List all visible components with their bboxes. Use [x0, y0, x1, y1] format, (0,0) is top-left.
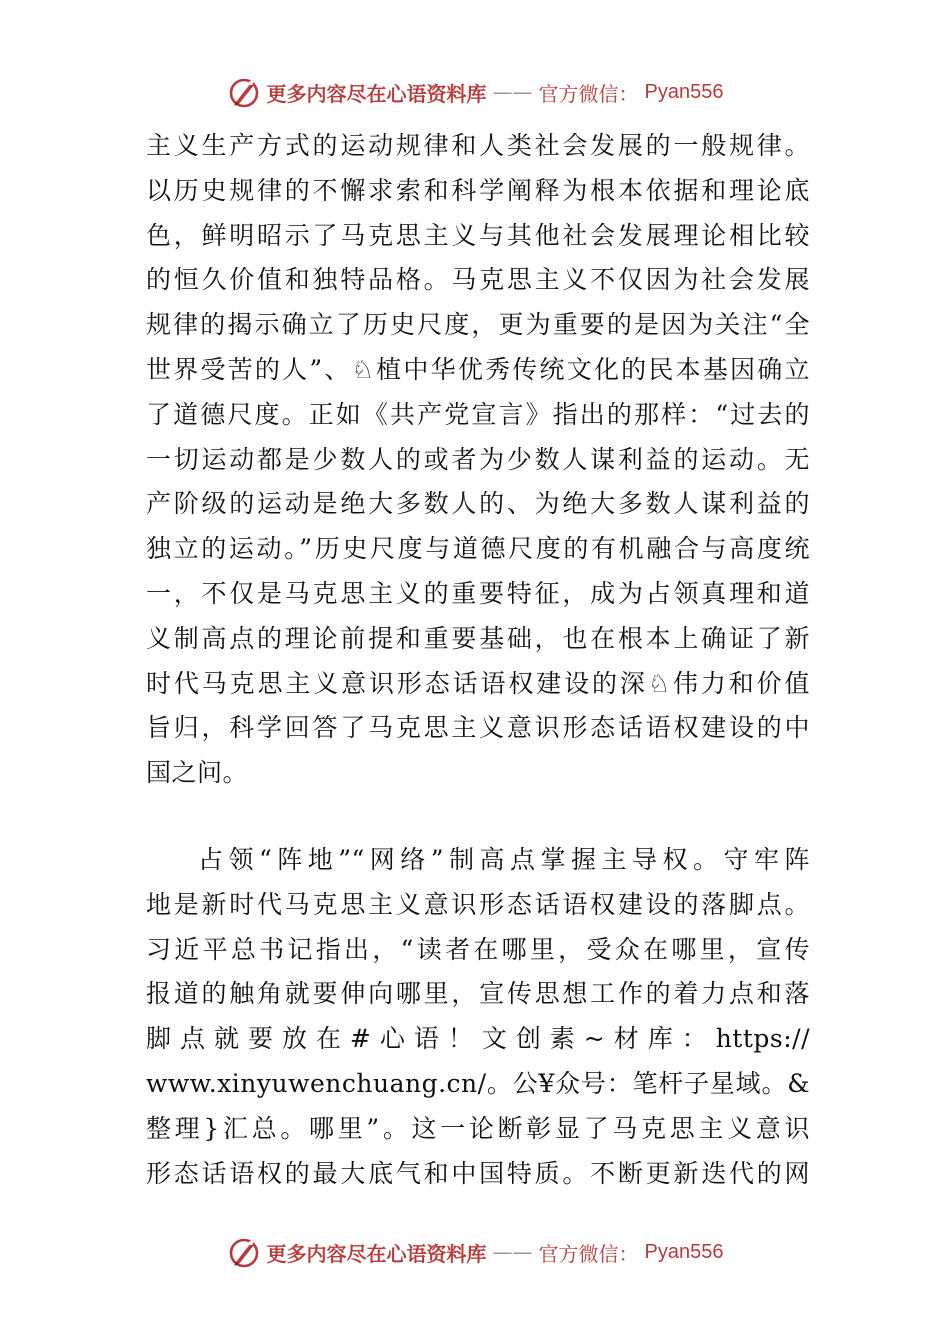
banner-wechat-id: Pyan556	[644, 80, 724, 103]
text-line: 脚点就要放在#心语！文创素~材库：https://	[146, 1024, 810, 1054]
text-line: www.xinyuwenchuang.cn/。公¥众号：笔杆子星域。&	[146, 1068, 810, 1098]
footer-banner	[0, 1232, 950, 1272]
banner-title: 更多内容尽在心语资料库	[266, 81, 487, 106]
text-line: 世界受苦的人”、♘植中华优秀传统文化的民本基因确立	[146, 354, 810, 384]
banner-title: 更多内容尽在心语资料库	[266, 1241, 487, 1266]
text-line: 地是新时代马克思主义意识形态话语权建设的落脚点。	[146, 889, 810, 919]
text-line: 国之问。	[146, 758, 249, 788]
paragraph-gap	[146, 796, 810, 838]
text-line: 主义生产方式的运动规律和人类社会发展的一般规律。	[146, 131, 810, 160]
banner-wechat-label: 官方微信：	[538, 81, 639, 106]
banner-wechat-id: Pyan556	[644, 1240, 724, 1263]
text-line: 形态话语权的最大底气和中国特质。不断更新迭代的网	[146, 1158, 810, 1188]
text-line: 一切运动都是少数人的或者为少数人谋利益的运动。无	[146, 444, 810, 474]
text-line: 报道的触角就要伸向哪里，宣传思想工作的着力点和落	[146, 979, 810, 1009]
text-line: 的恒久价值和独特品格。马克思主义不仅因为社会发展	[146, 265, 810, 295]
text-line: 产阶级的运动是绝大多数人的、为绝大多数人谋利益的	[146, 489, 810, 519]
text-line: 一，不仅是马克思主义的重要特征，成为占领真理和道	[146, 578, 810, 608]
document-body	[146, 124, 810, 1196]
text-line: 独立的运动。”历史尺度与道德尺度的有机融合与高度统	[146, 534, 810, 564]
pen-circle-logo-icon	[227, 1235, 261, 1269]
text-line: 习近平总书记指出，“读者在哪里，受众在哪里，宣传	[146, 934, 810, 964]
text-line: 了道德尺度。正如《共产党宣言》指出的那样：“过去的	[146, 399, 810, 429]
text-line: 义制高点的理论前提和重要基础，也在根本上确证了新	[146, 623, 810, 653]
banner-dash: ——	[492, 1240, 533, 1264]
text-line: 以历史规律的不懈求索和科学阐释为根本依据和理论底	[146, 175, 810, 205]
text-line: 占领“阵地”“网络”制高点掌握主导权。守牢阵	[198, 844, 810, 874]
text-line: 整理}汇总。哪里”。这一论断彰显了马克思主义意识	[146, 1113, 810, 1143]
text-line: 旨归，科学回答了马克思主义意识形态话语权建设的中	[146, 713, 810, 743]
header-banner	[0, 72, 950, 112]
paragraph-1	[146, 124, 810, 796]
pen-circle-logo-icon	[227, 75, 261, 109]
banner-dash: ——	[492, 80, 533, 104]
text-line: 色，鲜明昭示了马克思主义与其他社会发展理论相比较	[146, 220, 810, 250]
banner-wechat-label: 官方微信：	[538, 1241, 639, 1266]
text-line: 时代马克思主义意识形态话语权建设的深♘伟力和价值	[146, 668, 810, 698]
paragraph-2	[146, 838, 810, 1196]
text-line: 规律的揭示确立了历史尺度，更为重要的是因为关注“全	[146, 310, 810, 340]
